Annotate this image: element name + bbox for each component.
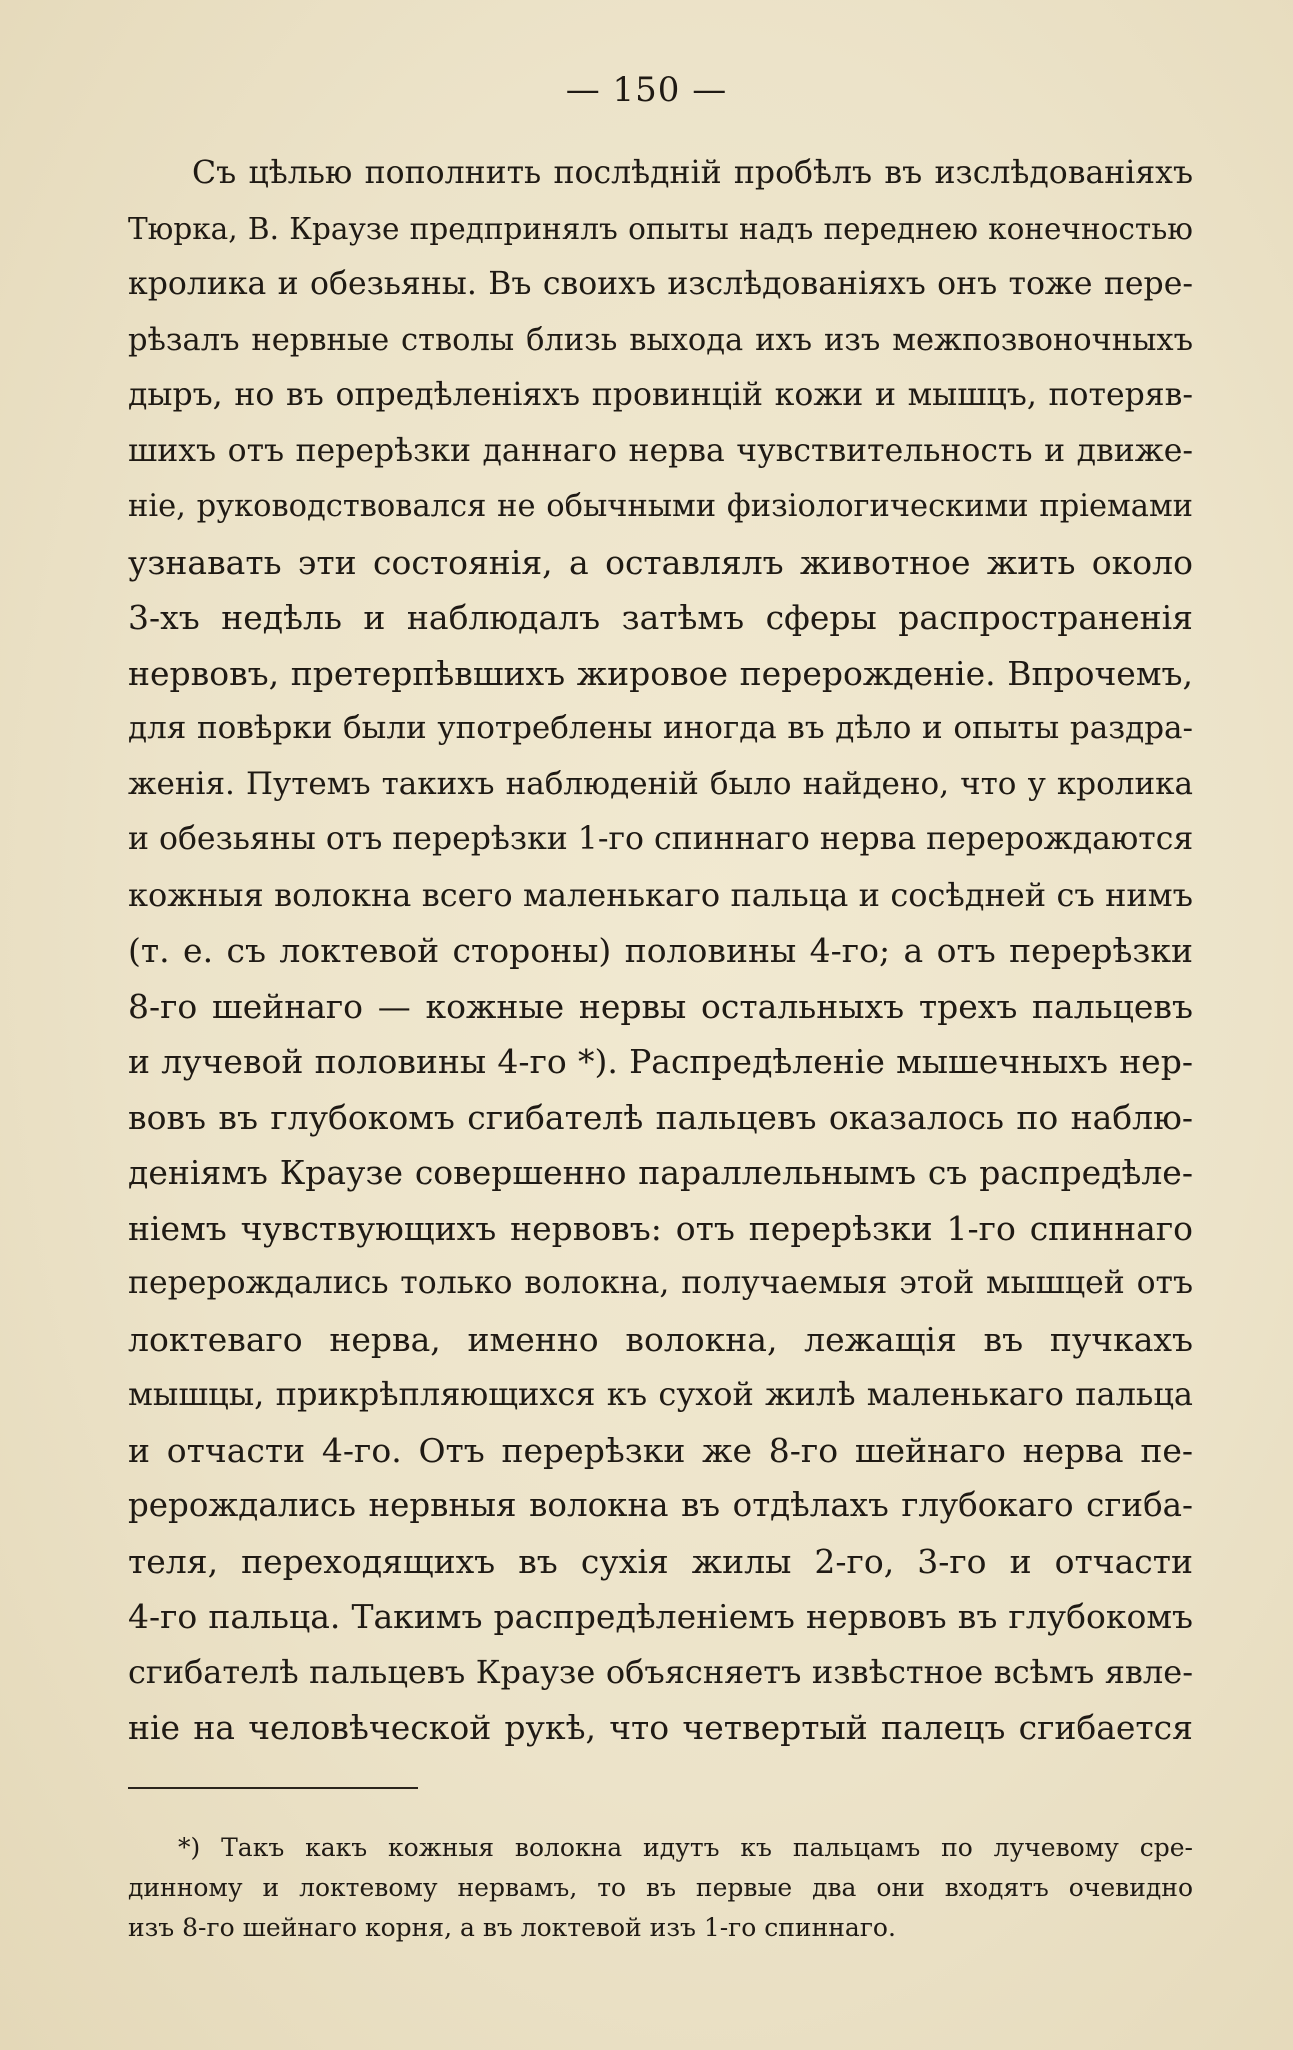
text-line: ніемъ чувствующихъ нервовъ: отъ перерѣзки 1-го спиннаго	[128, 1208, 1193, 1248]
text-line: 3-хъ недѣль и наблюдалъ затѣмъ сферы распространенія	[128, 598, 1193, 637]
text-line: сгибателѣ пальцевъ Краузе объясняетъ извѣстное всѣмъ явле-	[128, 1652, 1193, 1691]
text-line: кролика и обезьяны. Въ своихъ изслѣдованіяхъ онъ тоже пере-	[128, 266, 1193, 302]
text-line: Съ цѣлью пополнить послѣдній пробѣлъ въ изслѣдованіяхъ	[192, 155, 1193, 191]
text-line: (т. е. съ локтевой стороны) половины 4-го; а отъ перерѣзки	[128, 931, 1193, 970]
text-line: нервовъ, претерпѣвшихъ жировое перерожденіе. Впрочемъ,	[128, 653, 1193, 693]
footnote-line: изъ 8-го шейнаго корня, а въ локтевой изъ 1-го спиннаго.	[128, 1913, 896, 1942]
text-line: теля, переходящихъ въ сухія жилы 2-го, 3-го и отчасти	[128, 1541, 1193, 1581]
text-line: дыръ, но въ опредѣленіяхъ провинцій кожи и мышцъ, потеряв-	[128, 377, 1193, 413]
footnote-divider	[128, 1787, 418, 1789]
text-line: вовъ въ глубокомъ сгибателѣ пальцевъ оказалось по наблю-	[128, 1097, 1193, 1137]
text-line: ніе, руководствовался не обычными физіологическими пріемами	[128, 489, 1193, 524]
text-line: деніямъ Краузе совершенно параллельнымъ съ распредѣле-	[128, 1153, 1193, 1192]
text-line: узнавать эти состоянія, а оставлялъ животное жить около	[128, 542, 1193, 582]
text-line: мышцы, прикрѣпляющихся къ сухой жилѣ маленькаго пальца	[128, 1375, 1193, 1413]
footnote	[128, 1828, 1193, 1948]
text-line: 8-го шейнаго — кожные нервы остальныхъ трехъ пальцевъ	[128, 986, 1193, 1026]
text-line: для повѣрки были употреблены иногда въ дѣло и опыты раздра-	[128, 710, 1193, 746]
text-line: шихъ отъ перерѣзки даннаго нерва чувствительность и движе-	[128, 432, 1193, 469]
text-line: рѣзалъ нервные стволы близь выхода ихъ изъ межпозвоночныхъ	[128, 322, 1193, 358]
text-line: локтеваго нерва, именно волокна, лежащія въ пучкахъ	[128, 1319, 1193, 1359]
footnote-line: *) Такъ какъ кожныя волокна идутъ къ пальцамъ по лучевому сре-	[178, 1833, 1193, 1862]
text-line: женія. Путемъ такихъ наблюденій было найдено, что у кролика	[128, 765, 1193, 802]
text-line: 4-го пальца. Такимъ распредѣленіемъ нервовъ въ глубокомъ	[128, 1597, 1193, 1636]
text-line: Тюрка, В. Краузе предпринялъ опыты надъ переднею конечностью	[128, 211, 1193, 246]
footnote-line: динному и локтевому нервамъ, то въ первые два они входятъ очевидно	[128, 1873, 1193, 1902]
page-number: — 150 —	[565, 70, 728, 110]
text-line: и отчасти 4-го. Отъ перерѣзки же 8-го шейнаго нерва пе-	[128, 1430, 1193, 1470]
text-line: перерождались только волокна, получаемыя этой мышцей отъ	[128, 1265, 1193, 1301]
text-line: рерождались нервныя волокна въ отдѣлахъ глубокаго сгиба-	[128, 1486, 1193, 1524]
text-line: ніе на человѣческой рукѣ, что четвертый палецъ сгибается	[128, 1708, 1193, 1747]
text-line: и обезьяны отъ перерѣзки 1-го спиннаго нерва перерождаются	[128, 821, 1194, 857]
text-line: и лучевой половины 4-го *). Распредѣленіе мышечныхъ нер-	[128, 1042, 1193, 1081]
body-text	[128, 146, 1193, 1756]
text-line: кожныя волокна всего маленькаго пальца и сосѣдней съ нимъ	[128, 875, 1193, 914]
